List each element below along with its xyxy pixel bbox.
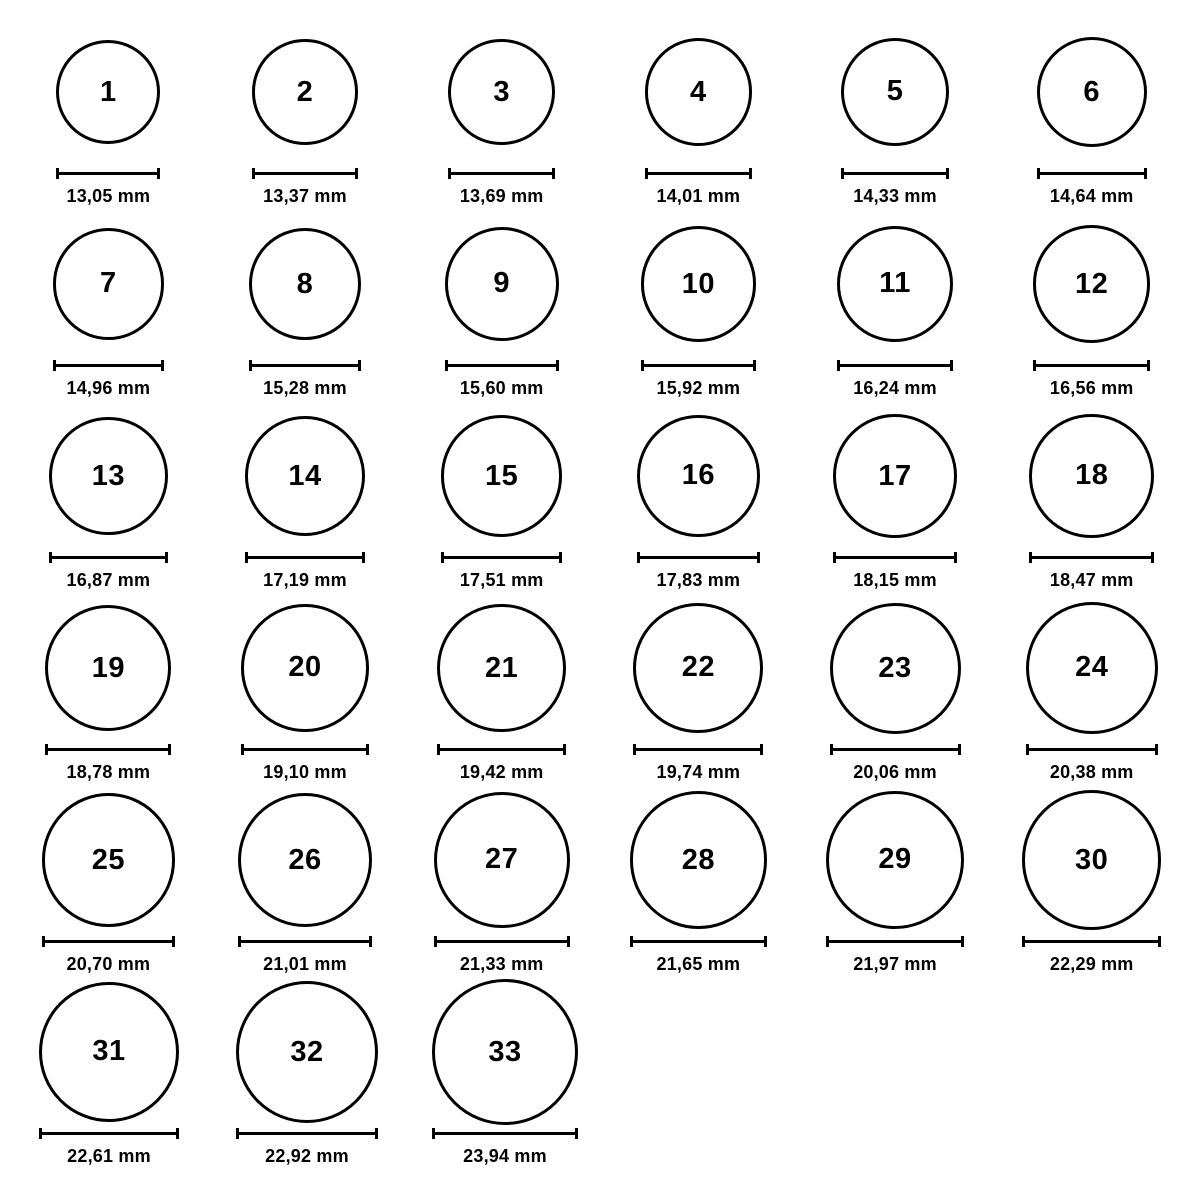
diameter-label: 18,78 mm [66, 762, 151, 782]
diameter-measure-bar [997, 166, 1186, 180]
measure-bar-line [1033, 364, 1151, 367]
measure-bar-icon [1029, 552, 1154, 563]
measure-bar-line [633, 748, 763, 751]
diameter-measure-bar [14, 934, 203, 948]
measure-bar-icon [236, 1128, 378, 1139]
diameter-label: 14,64 mm [1049, 186, 1134, 206]
ring-circle-icon [1037, 37, 1147, 147]
ring-circle-icon [249, 228, 362, 341]
diameter-label: 15,28 mm [263, 378, 347, 398]
ring-circle-area [407, 402, 596, 550]
ring-circle-area [14, 978, 204, 1126]
ring-circle-icon [833, 414, 957, 538]
ring-circle-area [211, 210, 400, 358]
diameter-label: 14,96 mm [66, 378, 151, 398]
ring-size-number: 10 [681, 267, 715, 300]
measure-bar-line [645, 172, 753, 175]
diameter-measure-bar [604, 742, 793, 756]
ring-size-number: 3 [493, 75, 510, 108]
ring-size-cell [211, 210, 400, 399]
ring-circle-icon [1029, 414, 1154, 539]
diameter-label: 14,01 mm [656, 186, 741, 206]
ring-circle-area [604, 210, 793, 358]
ring-circle-area [997, 402, 1186, 550]
measure-bar-line [441, 556, 562, 559]
ring-circle-icon [42, 793, 176, 927]
measure-bar-icon [833, 552, 957, 563]
ring-size-row [10, 402, 1190, 594]
diameter-label: 18,47 mm [1049, 570, 1134, 590]
ring-size-number: 9 [493, 267, 510, 300]
ring-circle-area [801, 402, 990, 550]
diameter-label: 22,29 mm [1049, 954, 1134, 974]
ring-circle-area [14, 786, 203, 934]
ring-circle-area [211, 402, 400, 550]
ring-circle-icon [637, 415, 759, 537]
measure-bar-line [445, 364, 559, 367]
ring-circle-area [212, 978, 402, 1126]
ring-circle-area [801, 594, 990, 742]
ring-size-cell [212, 978, 402, 1167]
ring-circle-area [211, 786, 400, 934]
ring-size-cell [997, 786, 1186, 975]
measure-bar-icon [830, 744, 961, 755]
ring-circle-icon [645, 38, 753, 146]
measure-bar-line [1029, 556, 1154, 559]
diameter-measure-bar [604, 358, 793, 372]
ring-size-number: 1 [100, 75, 117, 108]
diameter-label: 13,69 mm [459, 186, 544, 206]
ring-circle-area [407, 18, 596, 166]
ring-circle-icon [826, 791, 964, 929]
diameter-measure-bar [801, 742, 990, 756]
ring-size-number: 15 [485, 459, 519, 492]
ring-circle-icon [49, 417, 168, 536]
ring-circle-area [14, 18, 203, 166]
diameter-label: 22,61 mm [67, 1146, 151, 1166]
measure-bar-line [236, 1132, 378, 1135]
ring-circle-icon [633, 603, 763, 733]
measure-bar-line [252, 172, 357, 175]
diameter-measure-bar [997, 934, 1186, 948]
measure-bar-icon [1037, 168, 1147, 179]
diameter-label: 23,94 mm [463, 1146, 547, 1166]
diameter-label: 16,87 mm [66, 570, 151, 590]
diameter-measure-bar [14, 166, 203, 180]
ring-size-cell [410, 978, 600, 1167]
ring-circle-icon [434, 792, 570, 928]
diameter-measure-bar [211, 934, 400, 948]
ring-size-row [10, 18, 1190, 210]
ring-circle-area [604, 402, 793, 550]
ring-size-number: 12 [1075, 267, 1109, 300]
measure-bar-line [42, 940, 176, 943]
ring-size-number: 24 [1075, 651, 1109, 684]
ring-size-cell [801, 786, 990, 975]
measure-bar-icon [1022, 936, 1162, 947]
ring-size-number: 29 [878, 843, 912, 876]
ring-size-number: 31 [92, 1035, 126, 1068]
diameter-measure-bar [407, 358, 596, 372]
ring-size-number: 16 [681, 459, 715, 492]
ring-size-cell [14, 978, 204, 1167]
measure-bar-icon [630, 936, 767, 947]
measure-bar-icon [42, 936, 176, 947]
measure-bar-line [1037, 172, 1147, 175]
diameter-measure-bar [801, 166, 990, 180]
ring-size-row [10, 594, 1190, 786]
ring-circle-area [604, 594, 793, 742]
diameter-measure-bar [211, 550, 400, 564]
ring-size-number: 32 [290, 1035, 324, 1068]
measure-bar-line [1022, 940, 1162, 943]
ring-size-row [10, 978, 1190, 1170]
ring-circle-icon [841, 38, 950, 147]
ring-circle-area [407, 594, 596, 742]
ring-size-cell [801, 594, 990, 783]
diameter-measure-bar [212, 1126, 402, 1140]
measure-bar-line [238, 940, 373, 943]
diameter-label: 18,15 mm [853, 570, 937, 590]
ring-size-cell [604, 402, 793, 591]
measure-bar-icon [434, 936, 570, 947]
measure-bar-line [39, 1132, 180, 1135]
ring-size-cell [604, 594, 793, 783]
measure-bar-icon [252, 168, 357, 179]
ring-size-number: 2 [296, 75, 314, 108]
ring-size-number: 20 [288, 651, 322, 684]
diameter-label: 21,01 mm [263, 954, 347, 974]
ring-size-number: 6 [1083, 75, 1100, 108]
ring-circle-area [407, 210, 596, 358]
diameter-measure-bar [997, 742, 1186, 756]
ring-size-number: 18 [1075, 459, 1109, 492]
measure-bar-icon [437, 744, 566, 755]
diameter-label: 21,65 mm [656, 954, 741, 974]
ring-size-cell [14, 786, 203, 975]
measure-bar-line [830, 748, 961, 751]
ring-size-number: 19 [91, 651, 125, 684]
measure-bar-icon [448, 168, 555, 179]
measure-bar-line [45, 748, 171, 751]
diameter-label: 13,37 mm [263, 186, 347, 206]
measure-bar-line [833, 556, 957, 559]
diameter-measure-bar [407, 550, 596, 564]
diameter-label: 13,05 mm [66, 186, 151, 206]
diameter-label: 15,60 mm [459, 378, 544, 398]
ring-size-cell [997, 18, 1186, 207]
measure-bar-line [53, 364, 164, 367]
ring-size-cell [14, 18, 203, 207]
measure-bar-icon [841, 168, 950, 179]
ring-circle-icon [236, 981, 378, 1123]
ring-circle-icon [641, 226, 756, 341]
ring-size-cell [407, 594, 596, 783]
ring-size-cell [997, 210, 1186, 399]
ring-circle-icon [56, 40, 160, 144]
ring-circle-icon [630, 791, 767, 928]
diameter-measure-bar [604, 166, 793, 180]
ring-size-cell [801, 18, 990, 207]
ring-size-number: 26 [288, 843, 322, 876]
diameter-measure-bar [407, 166, 596, 180]
diameter-measure-bar [14, 550, 203, 564]
ring-size-cell [14, 402, 203, 591]
diameter-label: 17,51 mm [459, 570, 544, 590]
ring-size-cell [407, 402, 596, 591]
diameter-label: 20,38 mm [1049, 762, 1134, 782]
measure-bar-line [241, 748, 368, 751]
ring-size-cell [14, 210, 203, 399]
measure-bar-line [630, 940, 767, 943]
diameter-measure-bar [604, 934, 793, 948]
ring-circle-icon [448, 39, 555, 146]
ring-size-number: 11 [879, 267, 911, 300]
diameter-measure-bar [211, 358, 400, 372]
ring-circle-icon [1022, 790, 1162, 930]
ring-circle-icon [1033, 225, 1151, 343]
ring-size-number: 22 [681, 651, 715, 684]
ring-size-cell [407, 210, 596, 399]
ring-size-number: 17 [878, 459, 912, 492]
ring-circle-area [997, 18, 1186, 166]
diameter-measure-bar [801, 550, 990, 564]
measure-bar-icon [238, 936, 373, 947]
measure-bar-icon [641, 360, 756, 371]
ring-size-number: 33 [488, 1035, 522, 1068]
ring-size-number: 21 [485, 651, 519, 684]
measure-bar-icon [645, 168, 753, 179]
ring-circle-area [801, 210, 990, 358]
measure-bar-icon [53, 360, 164, 371]
ring-size-number: 25 [91, 843, 125, 876]
measure-bar-icon [1026, 744, 1158, 755]
measure-bar-line [826, 940, 964, 943]
ring-size-number: 23 [878, 651, 912, 684]
measure-bar-icon [39, 1128, 180, 1139]
ring-size-cell [997, 594, 1186, 783]
ring-circle-area [14, 402, 203, 550]
diameter-label: 20,06 mm [853, 762, 937, 782]
measure-bar-icon [826, 936, 964, 947]
ring-circle-icon [45, 605, 171, 731]
diameter-measure-bar [997, 550, 1186, 564]
diameter-measure-bar [407, 934, 596, 948]
diameter-measure-bar [14, 358, 203, 372]
ring-size-cell [604, 210, 793, 399]
diameter-measure-bar [801, 358, 990, 372]
diameter-label: 16,56 mm [1049, 378, 1134, 398]
measure-bar-line [49, 556, 168, 559]
measure-bar-line [837, 364, 953, 367]
ring-size-cell [604, 786, 793, 975]
ring-circle-area [604, 18, 793, 166]
diameter-measure-bar [801, 934, 990, 948]
diameter-measure-bar [211, 166, 400, 180]
ring-circle-area [801, 786, 990, 934]
diameter-measure-bar [407, 742, 596, 756]
measure-bar-icon [432, 1128, 578, 1139]
ring-circle-icon [830, 603, 961, 734]
ring-circle-icon [238, 793, 373, 928]
ring-size-cell [211, 594, 400, 783]
measure-bar-icon [441, 552, 562, 563]
ring-size-number: 27 [485, 843, 519, 876]
measure-bar-icon [1033, 360, 1151, 371]
measure-bar-icon [249, 360, 362, 371]
measure-bar-icon [241, 744, 368, 755]
ring-circle-area [211, 594, 400, 742]
diameter-label: 17,83 mm [656, 570, 741, 590]
diameter-label: 16,24 mm [853, 378, 937, 398]
diameter-measure-bar [604, 550, 793, 564]
ring-circle-icon [252, 39, 357, 144]
ring-size-number: 14 [288, 459, 322, 492]
ring-size-cell [801, 210, 990, 399]
ring-circle-icon [245, 416, 365, 536]
diameter-label: 21,97 mm [853, 954, 937, 974]
diameter-measure-bar [211, 742, 400, 756]
diameter-label: 15,92 mm [656, 378, 741, 398]
ring-size-cell [407, 786, 596, 975]
ring-circle-area [410, 978, 600, 1126]
diameter-measure-bar [410, 1126, 600, 1140]
ring-circle-area [211, 18, 400, 166]
ring-circle-icon [432, 979, 578, 1125]
measure-bar-line [437, 748, 566, 751]
ring-size-number: 7 [100, 267, 117, 300]
ring-circle-area [801, 18, 990, 166]
diameter-label: 19,10 mm [263, 762, 347, 782]
ring-circle-icon [445, 227, 559, 341]
measure-bar-icon [445, 360, 559, 371]
ring-size-cell [997, 402, 1186, 591]
ring-circle-icon [837, 226, 953, 342]
diameter-label: 21,33 mm [459, 954, 544, 974]
ring-size-cell [801, 402, 990, 591]
measure-bar-line [637, 556, 759, 559]
ring-circle-icon [437, 604, 566, 733]
ring-size-number: 13 [91, 459, 125, 492]
measure-bar-line [841, 172, 950, 175]
diameter-label: 22,92 mm [265, 1146, 349, 1166]
measure-bar-icon [245, 552, 365, 563]
ring-circle-icon [1026, 602, 1158, 734]
ring-size-row [10, 786, 1190, 978]
ring-circle-area [604, 786, 793, 934]
ring-size-cell [407, 18, 596, 207]
diameter-label: 19,42 mm [459, 762, 544, 782]
diameter-label: 20,70 mm [66, 954, 151, 974]
measure-bar-icon [637, 552, 759, 563]
ring-circle-area [14, 594, 203, 742]
measure-bar-line [432, 1132, 578, 1135]
diameter-label: 17,19 mm [263, 570, 347, 590]
ring-circle-area [997, 210, 1186, 358]
ring-size-cell [14, 594, 203, 783]
measure-bar-line [245, 556, 365, 559]
measure-bar-icon [837, 360, 953, 371]
ring-circle-icon [241, 604, 368, 731]
ring-size-number: 30 [1075, 843, 1109, 876]
ring-circle-area [997, 594, 1186, 742]
ring-circle-area [407, 786, 596, 934]
ring-size-number: 5 [886, 75, 904, 108]
diameter-measure-bar [14, 1126, 204, 1140]
diameter-label: 19,74 mm [656, 762, 741, 782]
ring-circle-area [997, 786, 1186, 934]
ring-size-number: 8 [296, 267, 314, 300]
ring-size-cell [211, 18, 400, 207]
ring-circle-icon [39, 982, 180, 1123]
ring-size-row [10, 210, 1190, 402]
measure-bar-icon [45, 744, 171, 755]
diameter-label: 14,33 mm [853, 186, 937, 206]
measure-bar-icon [49, 552, 168, 563]
measure-bar-icon [56, 168, 160, 179]
measure-bar-line [448, 172, 555, 175]
ring-size-cell [211, 402, 400, 591]
measure-bar-icon [633, 744, 763, 755]
ring-size-cell [604, 18, 793, 207]
ring-size-number: 28 [681, 843, 715, 876]
diameter-measure-bar [997, 358, 1186, 372]
ring-circle-area [14, 210, 203, 358]
measure-bar-line [641, 364, 756, 367]
measure-bar-line [1026, 748, 1158, 751]
measure-bar-line [434, 940, 570, 943]
ring-size-cell [211, 786, 400, 975]
ring-circle-icon [441, 415, 562, 536]
ring-circle-icon [53, 228, 164, 339]
diameter-measure-bar [14, 742, 203, 756]
measure-bar-line [249, 364, 362, 367]
ring-size-number: 4 [690, 75, 707, 108]
measure-bar-line [56, 172, 160, 175]
